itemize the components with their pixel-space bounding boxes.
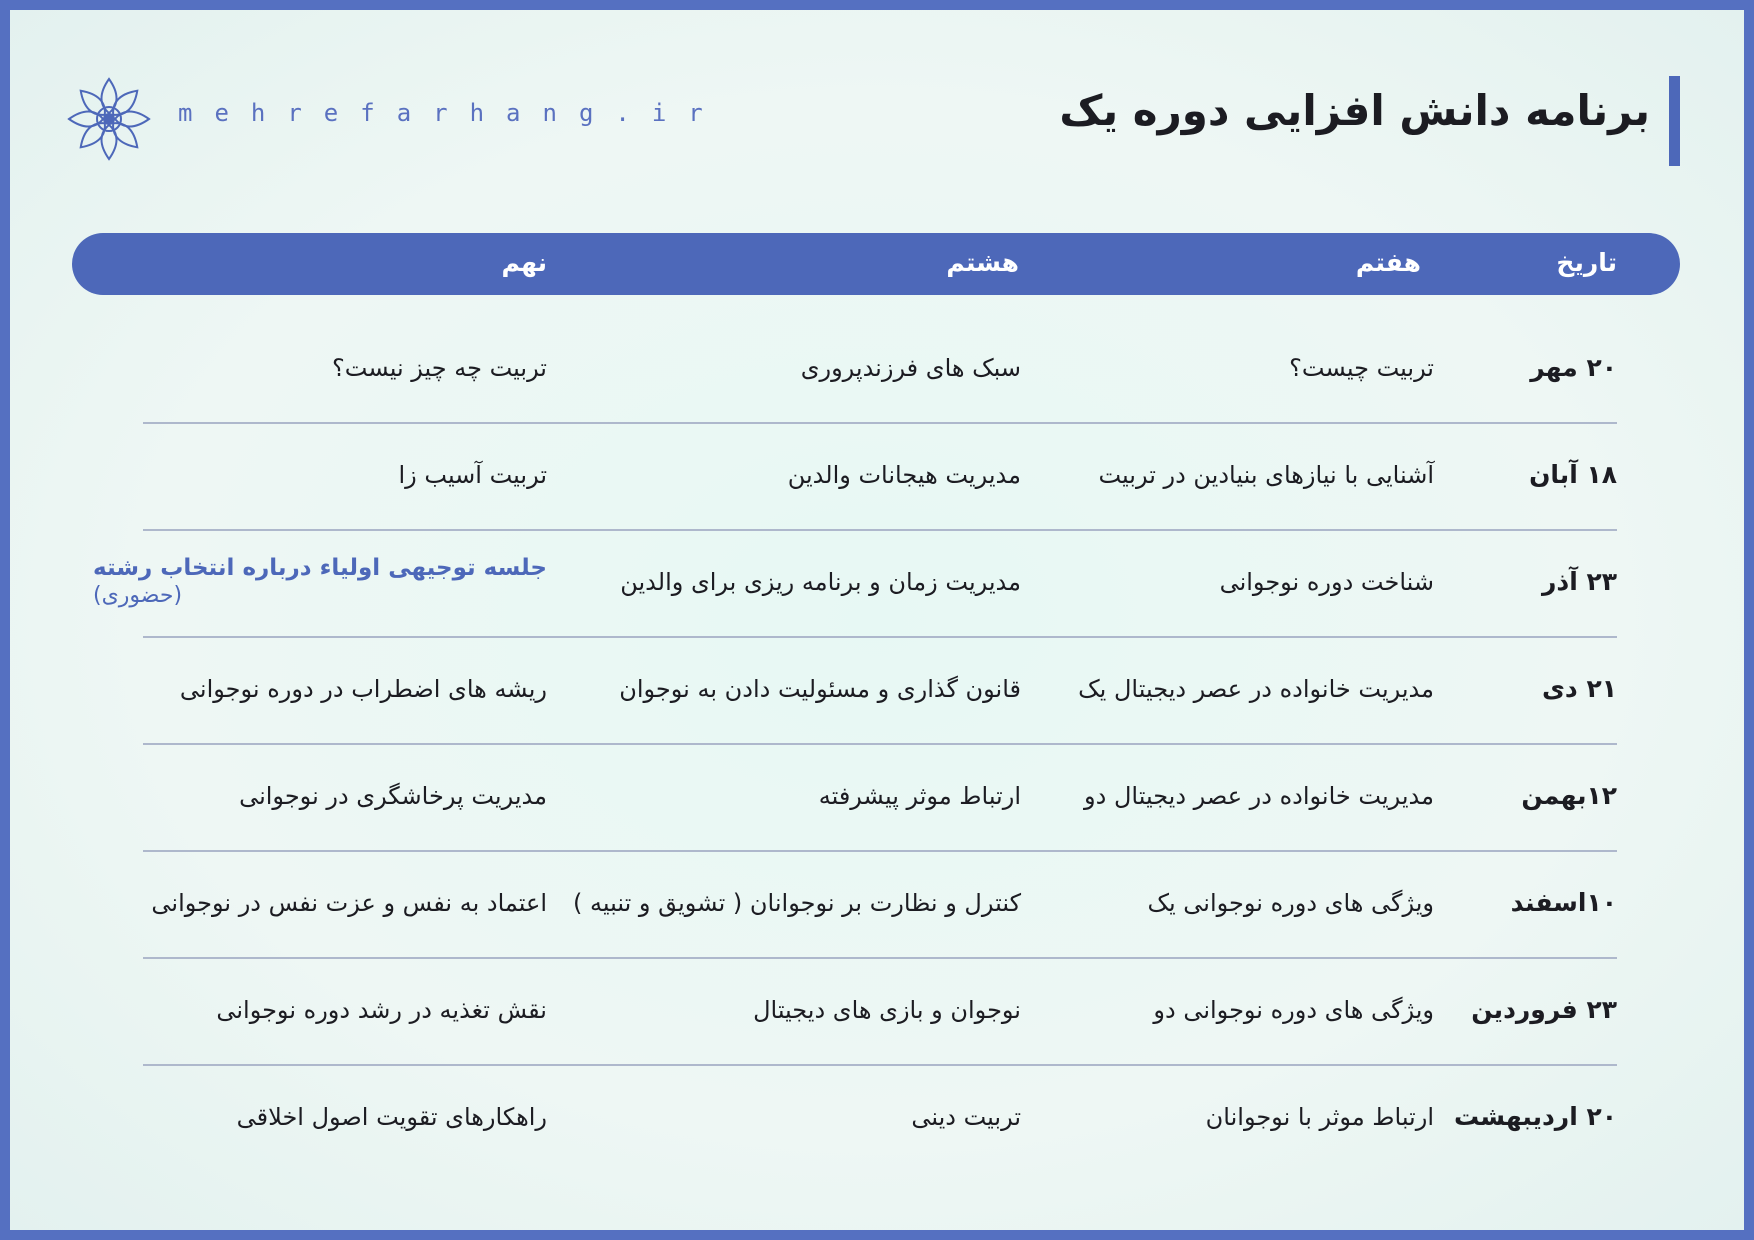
- row-eighth: کنترل و نظارت بر نوجوانان ( تشویق و تنبیه ): [573, 888, 1021, 917]
- row-ninth: تربیت آسیب زا: [398, 460, 547, 489]
- header-eighth: هشتم: [946, 248, 1019, 277]
- highlight-session-title: جلسه توجیهی اولیاء درباره انتخاب رشته: [93, 555, 547, 581]
- row-eighth: سبک های فرزندپروری: [800, 353, 1021, 382]
- header-date: تاریخ: [1556, 248, 1617, 277]
- page-title: برنامه دانش افزایی دوره یک: [1059, 86, 1650, 135]
- header-ninth: نهم: [501, 248, 547, 277]
- website-url: mehrefarhang.ir: [178, 99, 725, 127]
- row-seventh: ویژگی های دوره نوجوانی یک: [1147, 888, 1434, 917]
- row-ninth: اعتماد به نفس و عزت نفس در نوجوانی: [151, 888, 547, 917]
- row-seventh: ارتباط موثر با نوجوانان: [1205, 1102, 1434, 1131]
- row-date: ۲۱ دی: [1542, 674, 1617, 703]
- highlight-session-note: (حضوری): [93, 583, 183, 608]
- row-eighth: مدیریت هیجانات والدین: [787, 460, 1021, 489]
- table-row: [0, 849, 1754, 956]
- row-date: ۲۰ اردیبهشت: [1453, 1102, 1617, 1131]
- row-ninth: مدیریت پرخاشگری در نوجوانی: [239, 781, 547, 810]
- row-seventh: مدیریت خانواده در عصر دیجیتال دو: [1084, 781, 1434, 810]
- row-date: ۱۸ آبان: [1529, 460, 1617, 489]
- row-date: ۲۰ مهر: [1530, 353, 1617, 382]
- row-date: ۱۲بهمن: [1521, 781, 1617, 810]
- header-seventh: هفتم: [1355, 248, 1421, 277]
- table-row: [0, 1063, 1754, 1170]
- row-eighth: ارتباط موثر پیشرفته: [818, 781, 1021, 810]
- row-eighth: نوجوان و بازی های دیجیتال: [753, 995, 1021, 1024]
- row-ninth: راهکارهای تقویت اصول اخلاقی: [236, 1102, 547, 1131]
- flower-ornament-icon: [66, 76, 152, 162]
- table-row: [0, 528, 1754, 635]
- title-accent-bar: [1669, 76, 1680, 166]
- table-row: [0, 742, 1754, 849]
- table-header-bar: [72, 233, 1680, 295]
- row-eighth: قانون گذاری و مسئولیت دادن به نوجوان: [619, 674, 1021, 703]
- row-date: ۲۳ آذر: [1541, 567, 1617, 596]
- row-seventh: مدیریت خانواده در عصر دیجیتال یک: [1078, 674, 1434, 703]
- row-date: ۱۰اسفند: [1510, 888, 1617, 917]
- row-seventh: ویژگی های دوره نوجوانی دو: [1153, 995, 1434, 1024]
- row-eighth: تربیت دینی: [911, 1102, 1021, 1131]
- table-row: [0, 956, 1754, 1063]
- row-eighth: مدیریت زمان و برنامه ریزی برای والدین: [620, 567, 1021, 596]
- row-seventh: تربیت چیست؟: [1289, 353, 1434, 382]
- row-ninth: نقش تغذیه در رشد دوره نوجوانی: [216, 995, 547, 1024]
- row-ninth-highlight: [93, 528, 547, 635]
- table-row: [0, 314, 1754, 421]
- row-ninth: تربیت چه چیز نیست؟: [332, 353, 547, 382]
- row-seventh: آشنایی با نیازهای بنیادین در تربیت: [1098, 460, 1434, 489]
- row-date: ۲۳ فروردین: [1471, 995, 1617, 1024]
- row-ninth: ریشه های اضطراب در دوره نوجوانی: [179, 674, 547, 703]
- table-row: [0, 421, 1754, 528]
- table-row: [0, 635, 1754, 742]
- row-seventh: شناخت دوره نوجوانی: [1219, 567, 1434, 596]
